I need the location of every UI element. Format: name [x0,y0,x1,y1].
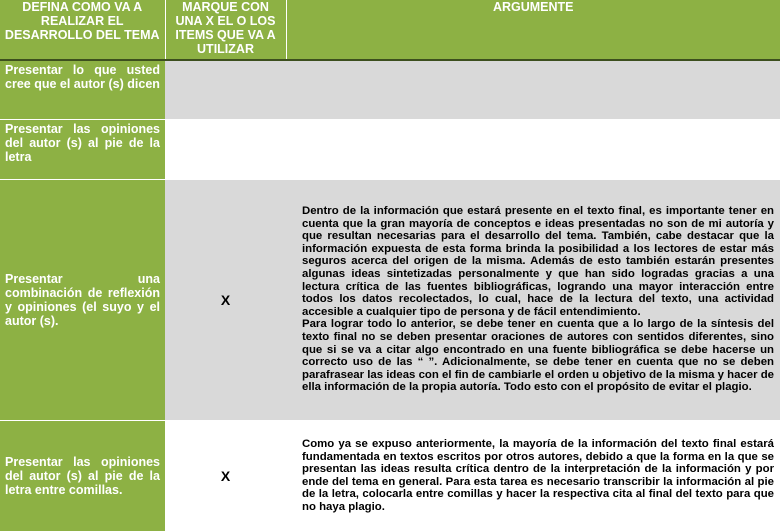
row-mark-x[interactable]: X [165,420,286,531]
row-label: Presentar las opiniones del autor (s) al pie de la letra [0,119,165,179]
argument-paragraph: Dentro de la información que estará presente en el texto final, es importante tener en cuenta que la gran mayoría de conceptos e ideas presentadas no son de mi autoría y que resultan necesarias para el desarrollo del tema. También, cabe destacar que la información expuesta de esta forma brinda la posibilidad a los lectores de estar más seguros acerca del origen de la misma. Además de esto también estarán presentes algunas ideas sintetizadas personalmente y que han sido logradas gracias a una lectura crítica de las fuentes bibliográficas, logrando una mayor interacción entre todos los datos recolectados, lo cual, hace de la lectura del texto, una actividad accesible a cualquier tipo de persona y de fácil entendimiento. [302,205,774,318]
table-row [0,179,780,420]
header-argue: ARGUMENTE [286,0,780,60]
header-row [0,0,780,60]
row-argument-cell[interactable] [286,119,780,179]
row-argument-cell[interactable] [286,179,780,420]
row-label: Presentar una combinación de reflexión y opiniones (el suyo y el autor (s). [0,179,165,420]
row-argument-cell[interactable] [286,420,780,531]
table-row [0,420,780,531]
table-row [0,60,780,119]
row-mark-cell[interactable] [165,119,286,179]
argument-paragraph: Como ya se expuso anteriormente, la mayoría de la información del texto final estará fundamentada en textos escritos por otros autores, debido a que la forma en la que se presentan las ideas resulta crítica dentro de la interpretación de la información y por ende del tema en general. Para esta tarea es necesario transcribir la información al pie de la letra, colocarla entre comillas y hacer la respectiva cita al final del texto para que no haya plagio. [302,437,774,513]
table-row [0,119,780,179]
row-argument-cell[interactable] [286,60,780,119]
row-mark-cell[interactable] [165,60,286,119]
header-mark-items: MARQUE CON UNA X EL O LOS ITEMS QUE VA A UTILIZAR [165,0,286,60]
header-define-method: DEFINA COMO VA A REALIZAR EL DESARROLLO DEL TEMA [0,0,165,60]
row-label: Presentar las opiniones del autor (s) al pie de la letra entre comillas. [0,420,165,531]
argument-paragraph: Para lograr todo lo anterior, se debe tener en cuenta que a lo largo de la síntesis del texto final no se deben presentar oraciones de autores con sentidos diferentes, sino que si se va a citar algo encontrado en una fuente bibliográfica se debe hacerse un correcto uso de las “ ”. Adicionalmente, se debe tener en cuenta que no se deben parafrasear las ideas con el fin de cambiarle el orden u objetivo de la misma y hacer de ella información de la propia autoría. Todo esto con el propósito de evitar el plagio. [302,318,774,394]
row-label: Presentar lo que usted cree que el autor (s) dicen [0,60,165,119]
row-mark-x[interactable]: X [165,179,286,420]
